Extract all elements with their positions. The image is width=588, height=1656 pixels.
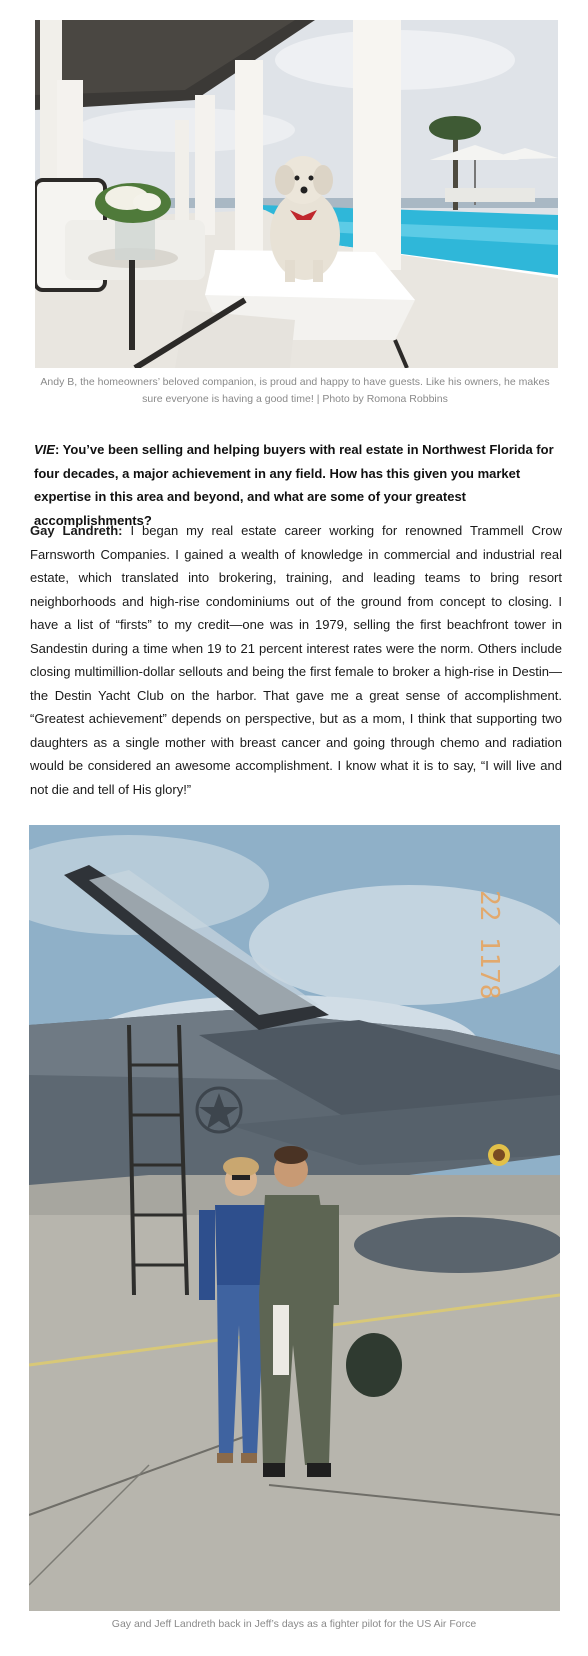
interview-question [34, 438, 558, 532]
answer-text: I began my real estate career working for renowned Trammell Crow Farnsworth Companies. I gained a wealth of knowledge in commercial and industrial real estate, which translated into brokering, training, and leading teams to bring resort neighborhoods and high-rise condominiums out of the ground from concept to closing. I have a list of “firsts” to my credit—one was in 1979, selling the first beachfront tower in Sandestin during a time when 19 to 21 percent interest rates were the norm. Others include closing multimillion-dollar sellouts and being the first female to broker a high-rise in Destin—the Destin Yacht Club on the harbor. That gave me a great sense of accomplishment. “Greatest achievement” depends on perspective, but as a mom, I think that supporting two daughters as a single mother with breast cancer and going through chemo and radiation would be considered an awesome accomplishment. I know what it is to say, “I will live and not die and tell of His glory!” [30, 523, 563, 797]
publication-initials: VIE [34, 442, 55, 457]
fighter-jet-photo [29, 825, 560, 1611]
interview-answer [30, 519, 562, 801]
question-text: : You’ve been selling and helping buyers with real estate in Northwest Florida for four decades, a major achievement in any field. How has this given you market expertise in this area and beyond, and what are some of your greatest accomplishments? [34, 442, 554, 528]
speaker-name: Gay Landreth: [30, 523, 123, 538]
date-stamp: 22 1178 [474, 890, 504, 1000]
photo-caption-bottom: Gay and Jeff Landreth back in Jeff’s days as a fighter pilot for the US Air Force [111, 1618, 477, 1630]
photo-caption: Andy B, the homeowners’ beloved companion, is proud and happy to have guests. Like his owners, he makes sure everyone is having a good time! | Photo by Romona Robbins [40, 376, 550, 405]
pool-terrace-photo [35, 20, 558, 368]
